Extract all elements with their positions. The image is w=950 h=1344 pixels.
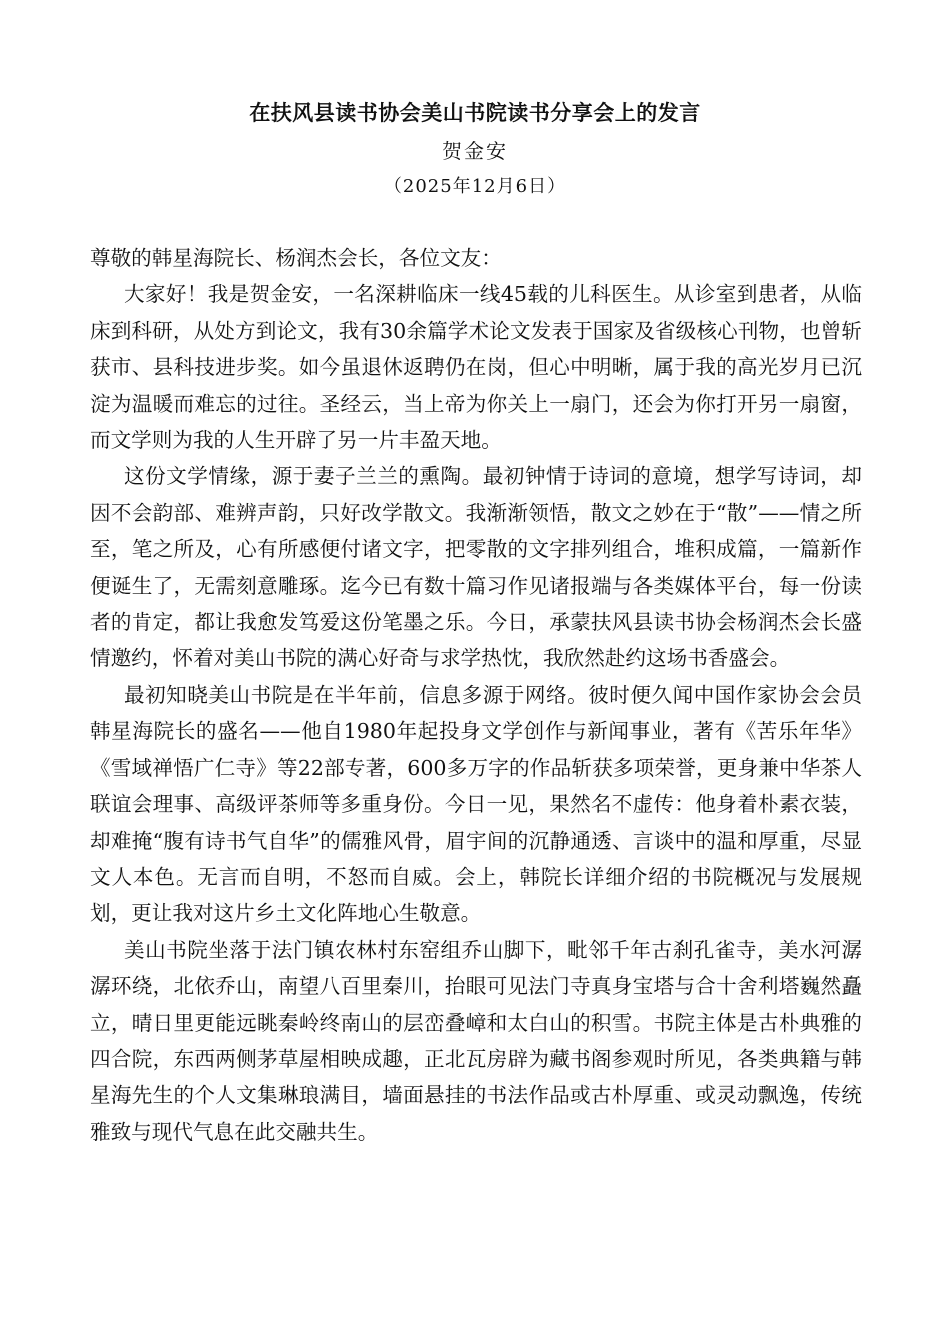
author-name: 贺金安 <box>442 139 508 163</box>
paragraph-2: 这份文学情缘，源于妻子兰兰的熏陶。最初钟情于诗词的意境，想学写诗词，却因不会韵部、难辨声韵，只好改学散文。我渐渐领悟，散文之妙在于“散”——情之所至，笔之所及，心有所感便付诸文字，把零散的文字排列组合，堆积成篇，一篇新作便诞生了，无需刻意雕琢。迄今已有数十篇习作见诸报端与各类媒体平台，每一份读者的肯定，都让我愈发笃爱这份笔墨之乐。今日，承蒙扶风县读书协会杨润杰会长盛情邀约，怀着对美山书院的满心好奇与求学热忱，我欣然赴约这场书香盛会。 <box>90 464 862 671</box>
paragraph-1: 大家好！我是贺金安，一名深耕临床一线45载的儿科医生。从诊室到患者，从临床到科研，从处方到论文，我有30余篇学术论文发表于国家及省级核心刊物，也曾斩获市、县科技进步奖。如今虽退休返聘仍在岗，但心中明晰，属于我的高光岁月已沉淀为温暖而难忘的过往。圣经云，当上帝为你关上一扇门，还会为你打开另一扇窗，而文学则为我的人生开辟了另一片丰盈天地。 <box>90 282 862 453</box>
speech-body <box>90 240 862 1150</box>
paragraph-3: 最初知晓美山书院是在半年前，信息多源于网络。彼时便久闻中国作家协会会员韩星海院长的盛名——他自1980年起投身文学创作与新闻事业，著有《苦乐年华》《雪域禅悟广仁寺》等22部专著，600多万字的作品斩获多项荣誉，更身兼中华茶人联谊会理事、高级评茶师等多重身份。今日一见，果然名不虚传：他身着朴素衣装，却难掩“腹有诗书气自华”的儒雅风骨，眉宇间的沉静通透、言谈中的温和厚重，尽显文人本色。无言而自明，不怒而自威。会上，韩院长详细介绍的书院概况与发展规划，更让我对这片乡土文化阵地心生敬意。 <box>90 682 862 926</box>
speech-date: （2025年12月6日） <box>383 176 567 197</box>
paragraph-4: 美山书院坐落于法门镇农林村东窑组乔山脚下，毗邻千年古刹孔雀寺，美水河潺潺环绕，北依乔山，南望八百里秦川，抬眼可见法门寺真身宝塔与合十舍利塔巍然矗立，晴日里更能远眺秦岭终南山的层峦叠嶂和太白山的积雪。书院主体是古朴典雅的四合院，东西两侧茅草屋相映成趣，正北瓦房辟为藏书阁参观时所见，各类典籍与韩星海先生的个人文集琳琅满目，墙面悬挂的书法作品或古朴厚重、或灵动飘逸，传统雅致与现代气息在此交融共生。 <box>90 937 862 1144</box>
salutation: 尊敬的韩星海院长、杨润杰会长，各位文友： <box>90 246 502 270</box>
document-title: 在扶风县读书协会美山书院读书分享会上的发言 <box>249 100 701 125</box>
